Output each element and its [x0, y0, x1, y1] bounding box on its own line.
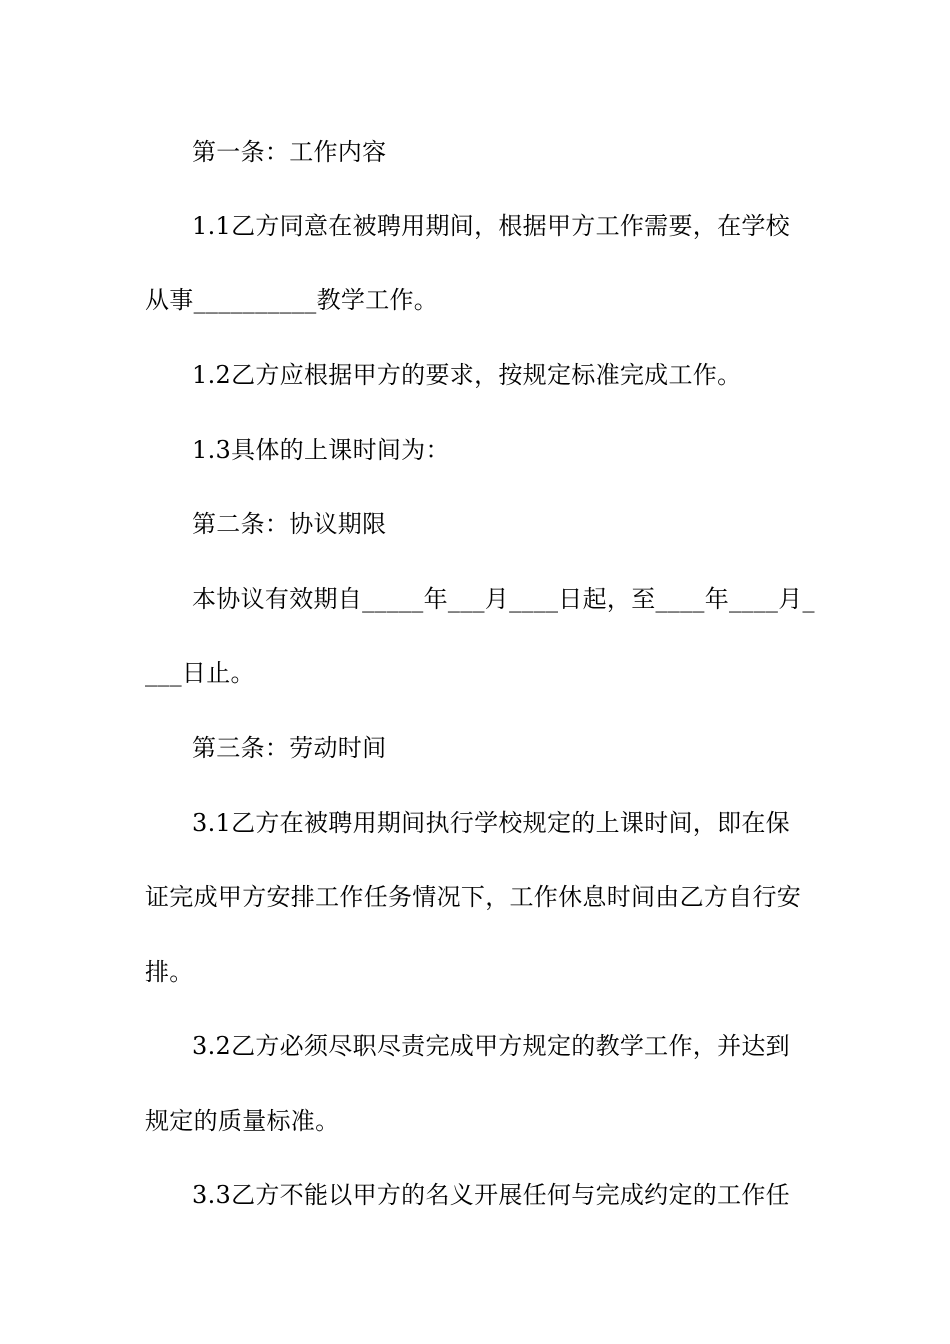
- section3-heading: 第三条：劳动时间: [192, 734, 387, 762]
- clause-1-2: 1.2乙方应根据甲方的要求，按规定标准完成工作。: [192, 361, 742, 389]
- clause-3-2-line1: 3.2乙方必须尽职尽责完成甲方规定的教学工作，并达到: [192, 1032, 790, 1060]
- clause-3-3-line1: 3.3乙方不能以甲方的名义开展任何与完成约定的工作任: [192, 1181, 790, 1209]
- clause-1-1-line2: 从事__________教学工作。: [145, 286, 439, 314]
- clause-1-3: 1.3具体的上课时间为：: [192, 436, 450, 464]
- section2-heading: 第二条：协议期限: [192, 510, 387, 538]
- clause-1-1-line1: 1.1乙方同意在被聘用期间，根据甲方工作需要，在学校: [192, 212, 790, 240]
- section1-heading: 第一条：工作内容: [192, 138, 387, 166]
- clause-3-1-line1: 3.1乙方在被聘用期间执行学校规定的上课时间，即在保: [192, 809, 790, 837]
- clause-3-1-line2: 证完成甲方安排工作任务情况下，工作休息时间由乙方自行安: [145, 883, 802, 911]
- term-line2: ___日止。: [145, 659, 255, 687]
- clause-3-2-line2: 规定的质量标准。: [145, 1107, 340, 1135]
- term-line1: 本协议有效期自_____年___月____日起，至____年____月_: [192, 585, 815, 613]
- clause-3-1-line3: 排。: [145, 958, 194, 986]
